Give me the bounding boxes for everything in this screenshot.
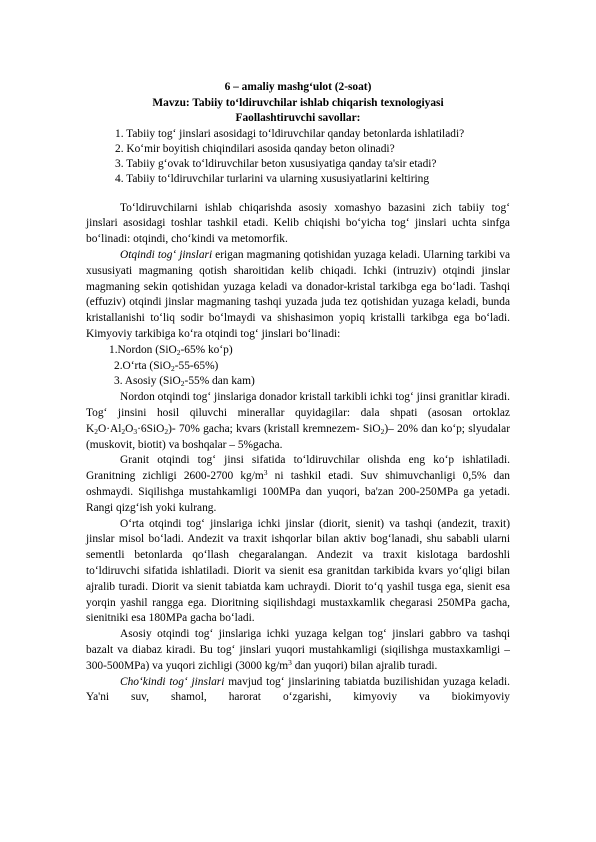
lesson-title: 6 – amaliy mashg‘ulot (2-soat) (224, 81, 372, 93)
question-item: 3. Tabiiy g‘ovak to‘ldiruvchilar beton xususiyatiga qanday ta'sir etadi? (115, 158, 437, 171)
class-item-acidic: 1.Nordon (SiO$_2$-65% ko‘p) (109, 343, 233, 357)
questions-heading: Faollashtiruvchi savollar: (235, 112, 361, 124)
lesson-topic: Mavzu: Tabiiy to‘ldiruvchilar ishlab chiqarish texnologiyasi (152, 96, 444, 109)
intermediate-rocks-paragraph: O‘rta otqindi tog‘ jinslariga ichki jinslar (diorit, sienit) va tashqi (andezit, traxit) jinslar misol bo‘ladi. Andezit va traxit ishqorlar bilan aktiv bog‘lanadi, shu sababli ularni sementli betonlarda qo‘llash chegaralangan. Andezit va traxit kislotaga bardoshli to‘ldiruvchi sifatida ishlatiladi. Diorit va sienit esa granitdan tarkibida kvars yo‘qligi bilan ajralib turadi. Diorit va sienit tabiatda kam uchraydi. Diorit to‘q yashil tusga ega, sienit esa yorqin yashil rangga ega. Dioritning siqilishdagi mustaxkamlik chegarasi 250MPa gacha, sienitniki esa 180MPa gacha bo‘ladi. (86, 517, 510, 625)
granite-properties-paragraph: Granit otqindi tog‘ jinsi sifatida to‘ldiruvchilar olishda eng ko‘p ishlatiladi. Granitning zichligi 2600-2700 $kg/m^3$ ni tashkil etadi. Suv shimuvchanligi 0,5% dan oshmaydi. Siqilishga mustahkamligi 100MPa dan yuqori, ba'zan 200-250MPa ga yetadi. Rangi qizg‘ish yoki kulrang. (86, 454, 510, 514)
question-item: 4. Tabiiy to‘ldiruvchilar turlarini va ularning xususiyatlarini keltiring (115, 173, 430, 186)
igneous-rocks-paragraph (86, 248, 510, 343)
class-item-intermediate: 2.O‘rta (SiO$_2$-55-65%) (114, 359, 219, 373)
sedimentary-rocks-text: mavjud tog‘ jinslarining tabiatda buzilishidan yuzaga keladi. Ya'ni suv, shamol, harorat o‘zgarishi, kimyoviy va biokimyoviy (86, 675, 510, 704)
granite-composition-paragraph: Nordon otqindi tog‘ jinslariga donador kristall tarkibli ichki tog‘ jinsi granitlar kiradi. Tog‘ jinsini hosil qiluvchi minerallar quyidagilar: dala shpati (asosan ortoklaz $K_2O\cdot Al_2O_3\cdot 6SiO_2)-$ 70% gacha; kvars (kristall kremnezem- SiO$_2$)– 20% dan ko‘p; slyudalar (muskovit, biotit) va boshqalar – 5%gacha. (86, 391, 510, 451)
igneous-rocks-text: erigan magmaning qotishidan yuzaga keladi. Ularning tarkibi va xususiyati magmaning qotish sharoitidan kelib chiqadi. Ichki (intruziv) otqindi jinslar magmaning sekin qotishidan yuzaga keladi va donador-kristal tarkibga ega bo‘ladi. Tashqi (effuziv) otqindi jinslar magmaning tashqi yuzada juda tez qotishidan yuzaga keladi, bunda kristallanishi to‘liq sodir bo‘lmaydi va shishasimon yopiq kristalli tarkibga ega bo‘ladi. Kimyoviy tarkibiga ko‘ra otqindi tog‘ jinslari bo‘linadi: (86, 249, 511, 341)
class-item-basic: 3. Asosiy (SiO$_2$-55% dan kam) (114, 375, 255, 389)
question-item: 2. Ko‘mir boyitish chiqindilari asosida qanday beton olinadi? (115, 142, 395, 155)
document-page (86, 80, 510, 706)
sedimentary-rocks-paragraph (86, 675, 510, 707)
intro-paragraph: To‘ldiruvchilarni ishlab chiqarishda asosiy xomashyo bazasini zich tabiiy tog‘ jinslari asosidagi toshlar tashkil etadi. Kelib chiqishi bo‘yicha tog‘ jinslari uchta sinfga bo‘linadi: otqindi, cho‘kindi va metomorfik. (86, 201, 510, 246)
basic-rocks-paragraph: Asosiy otqindi tog‘ jinslariga ichki yuzaga kelgan tog‘ jinslari gabbro va tashqi bazalt va diabaz kiradi. Bu tog‘ jinslari yuqori mustahkamligi (siqilishga mustaxkamligi – 300-500MPa) va yuqori zichligi (3000 $kg/m^3$ dan yuqori) bilan ajralib turadi. (86, 628, 510, 672)
igneous-rocks-term: Otqindi tog‘ jinslari (120, 249, 213, 262)
questions-list (86, 127, 510, 188)
question-item: 1. Tabiiy tog‘ jinslari asosidagi to‘ldiruvchilar qanday betonlarda ishlatiladi? (115, 127, 465, 140)
sedimentary-rocks-term: Cho‘kindi tog‘ jinslari (120, 675, 225, 688)
